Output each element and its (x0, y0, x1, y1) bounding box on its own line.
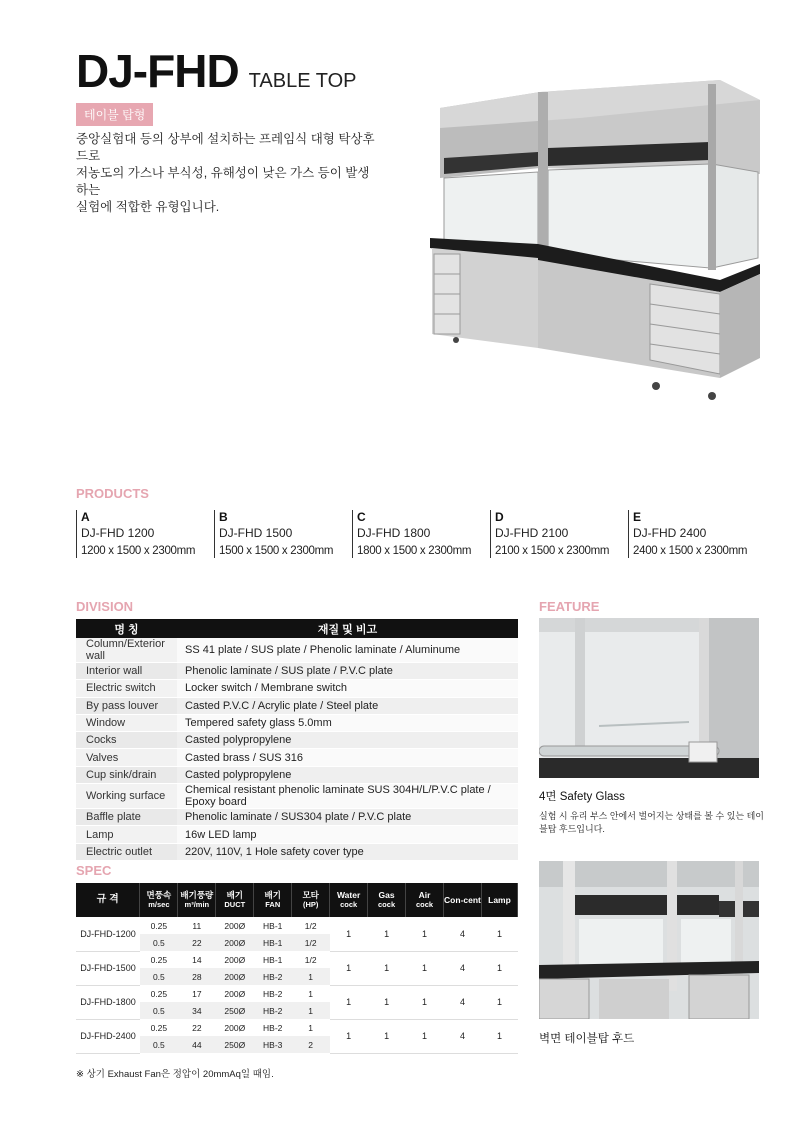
safety-glass-photo (539, 618, 759, 778)
spec-col-model: 규 격 (76, 883, 140, 917)
feature-1-label: 4면 Safety Glass (539, 791, 625, 803)
spec-gas: 1 (368, 951, 406, 985)
division-row-material: Chemical resistant phenolic laminate SUS 304H/L/P.V.C plate / Epoxy board (177, 784, 518, 809)
product-letter: A (81, 510, 90, 524)
division-row (76, 680, 518, 697)
division-row-name: Column/Exterior wall (76, 638, 177, 663)
product-dimensions: 1800 x 1500 x 2300mm (357, 545, 472, 557)
division-row-material: Casted polypropylene (177, 732, 518, 749)
division-row-name: Window (76, 714, 177, 731)
spec-col-motor: 모타 (HP) (292, 883, 330, 917)
spec-concent: 4 (444, 917, 482, 951)
spec-fan: HB-1 (254, 951, 292, 968)
feature-heading: FEATURE (539, 599, 600, 614)
product-item (214, 510, 352, 558)
spec-fan: HB-3 (254, 1036, 292, 1053)
wall-tabletop-hood-photo (539, 861, 759, 1019)
spec-gas: 1 (368, 985, 406, 1019)
division-row (76, 784, 518, 809)
spec-row (76, 951, 518, 968)
spec-row (76, 1019, 518, 1036)
spec-col-lamp: Lamp (481, 883, 517, 917)
spec-model: DJ-FHD-1800 (76, 985, 140, 1019)
spec-col-concent: Con-cent (444, 883, 482, 917)
spec-fan: HB-1 (254, 934, 292, 951)
spec-flow: 17 (178, 985, 216, 1002)
division-heading: DIVISION (76, 599, 134, 614)
product-name: DJ-FHD 2100 (495, 526, 569, 540)
spec-duct: 200Ø (216, 917, 254, 934)
division-row-material: 220V, 110V, 1 Hole safety cover type (177, 843, 518, 860)
hero-fume-hood-image (420, 78, 772, 414)
spec-flow: 28 (178, 968, 216, 985)
product-dimensions: 2100 x 1500 x 2300mm (495, 545, 610, 557)
division-col-name: 명 칭 (76, 619, 177, 638)
feature-1-description: 실험 시 유리 부스 안에서 벌어지는 상태를 볼 수 있는 테이블탑 후드입니다. (539, 811, 764, 834)
spec-gas: 1 (368, 1019, 406, 1053)
spec-note: ※ 상기 Exhaust Fan은 정압이 20mmAq일 때임. (76, 1069, 274, 1080)
product-item (76, 510, 214, 558)
products-list (76, 510, 766, 558)
spec-motor: 1/2 (292, 934, 330, 951)
type-badge: 테이블 탑형 (76, 103, 153, 126)
product-letter: E (633, 510, 642, 524)
division-row-name: Interior wall (76, 663, 177, 680)
division-row (76, 749, 518, 766)
spec-col-fan: 배기 FAN (254, 883, 292, 917)
product-item (352, 510, 490, 558)
spec-fan: HB-2 (254, 968, 292, 985)
spec-velocity: 0.5 (140, 934, 178, 951)
product-name: DJ-FHD 1800 (357, 526, 431, 540)
spec-motor: 2 (292, 1036, 330, 1053)
spec-velocity: 0.5 (140, 1036, 178, 1053)
spec-table (76, 883, 518, 1054)
product-item (628, 510, 766, 558)
division-row-material: Phenolic laminate / SUS plate / P.V.C plate (177, 663, 518, 680)
spec-concent: 4 (444, 985, 482, 1019)
product-item (490, 510, 628, 558)
spec-motor: 1/2 (292, 951, 330, 968)
division-table (76, 619, 518, 861)
product-dimensions: 2400 x 1500 x 2300mm (633, 545, 748, 557)
spec-duct: 250Ø (216, 1002, 254, 1019)
spec-water: 1 (330, 951, 368, 985)
spec-velocity: 0.25 (140, 1019, 178, 1036)
spec-model: DJ-FHD-1500 (76, 951, 140, 985)
division-row-name: By pass louver (76, 697, 177, 714)
division-row-material: Locker switch / Membrane switch (177, 680, 518, 697)
spec-motor: 1/2 (292, 917, 330, 934)
spec-velocity: 0.5 (140, 1002, 178, 1019)
feature-2-label: 벽면 테이블탑 후드 (539, 1033, 635, 1045)
division-col-material: 재질 및 비고 (177, 619, 518, 638)
spec-duct: 200Ø (216, 985, 254, 1002)
product-name: DJ-FHD 2400 (633, 526, 707, 540)
product-name: DJ-FHD 1500 (219, 526, 293, 540)
spec-col-flow: 배기풍량 m³/min (178, 883, 216, 917)
division-row-material: Phenolic laminate / SUS304 plate / P.V.C plate (177, 809, 518, 826)
spec-lamp: 1 (481, 1019, 517, 1053)
spec-motor: 1 (292, 1019, 330, 1036)
division-row-name: Electric outlet (76, 843, 177, 860)
division-row-material: Casted polypropylene (177, 766, 518, 783)
spec-motor: 1 (292, 1002, 330, 1019)
spec-motor: 1 (292, 985, 330, 1002)
spec-row (76, 917, 518, 934)
spec-velocity: 0.25 (140, 917, 178, 934)
spec-heading: SPEC (76, 863, 112, 878)
spec-flow: 22 (178, 1019, 216, 1036)
division-row-name: Valves (76, 749, 177, 766)
spec-fan: HB-2 (254, 985, 292, 1002)
division-row-material: Casted brass / SUS 316 (177, 749, 518, 766)
spec-col-gas: Gas cock (368, 883, 406, 917)
spec-water: 1 (330, 917, 368, 951)
spec-gas: 1 (368, 917, 406, 951)
spec-lamp: 1 (481, 917, 517, 951)
spec-flow: 22 (178, 934, 216, 951)
division-row (76, 714, 518, 731)
spec-row (76, 985, 518, 1002)
division-row-name: Electric switch (76, 680, 177, 697)
division-row (76, 663, 518, 680)
division-row-name: Lamp (76, 826, 177, 843)
spec-col-air: Air cock (406, 883, 444, 917)
spec-model: DJ-FHD-2400 (76, 1019, 140, 1053)
division-row-material: 16w LED lamp (177, 826, 518, 843)
spec-col-duct: 배기 DUCT (216, 883, 254, 917)
spec-flow: 44 (178, 1036, 216, 1053)
spec-duct: 250Ø (216, 1036, 254, 1053)
spec-velocity: 0.5 (140, 968, 178, 985)
page-title (76, 44, 357, 98)
spec-flow: 34 (178, 1002, 216, 1019)
product-letter: D (495, 510, 504, 524)
product-dimensions: 1500 x 1500 x 2300mm (219, 545, 334, 557)
spec-air: 1 (406, 917, 444, 951)
spec-water: 1 (330, 1019, 368, 1053)
spec-water: 1 (330, 985, 368, 1019)
spec-air: 1 (406, 985, 444, 1019)
spec-lamp: 1 (481, 985, 517, 1019)
division-row-name: Baffle plate (76, 809, 177, 826)
spec-velocity: 0.25 (140, 951, 178, 968)
division-row-name: Cocks (76, 732, 177, 749)
spec-motor: 1 (292, 968, 330, 985)
spec-col-velocity: 면풍속 m/sec (140, 883, 178, 917)
product-dimensions: 1200 x 1500 x 2300mm (81, 545, 196, 557)
spec-flow: 14 (178, 951, 216, 968)
division-row (76, 826, 518, 843)
division-row (76, 732, 518, 749)
spec-duct: 200Ø (216, 968, 254, 985)
division-row-material: Casted P.V.C / Acrylic plate / Steel plate (177, 697, 518, 714)
division-row (76, 766, 518, 783)
spec-flow: 11 (178, 917, 216, 934)
spec-lamp: 1 (481, 951, 517, 985)
model-title: DJ-FHD (76, 45, 239, 97)
division-row (76, 638, 518, 663)
products-heading: PRODUCTS (76, 486, 149, 501)
division-row-material: SS 41 plate / SUS plate / Phenolic laminate / Aluminume (177, 638, 518, 663)
spec-fan: HB-2 (254, 1019, 292, 1036)
division-row (76, 697, 518, 714)
spec-air: 1 (406, 951, 444, 985)
spec-velocity: 0.25 (140, 985, 178, 1002)
spec-duct: 200Ø (216, 934, 254, 951)
division-row-name: Working surface (76, 784, 177, 809)
spec-fan: HB-2 (254, 1002, 292, 1019)
spec-col-water: Water cock (330, 883, 368, 917)
product-letter: C (357, 510, 366, 524)
spec-air: 1 (406, 1019, 444, 1053)
product-letter: B (219, 510, 228, 524)
spec-duct: 200Ø (216, 951, 254, 968)
division-row (76, 843, 518, 860)
spec-concent: 4 (444, 951, 482, 985)
spec-model: DJ-FHD-1200 (76, 917, 140, 951)
intro-text: 중앙실험대 등의 상부에 설치하는 프레임식 대형 탁상후드로 저농도의 가스나 부식성, 유해성이 낮은 가스 등이 발생하는 실험에 적합한 유형입니다. (76, 132, 375, 214)
division-row-material: Tempered safety glass 5.0mm (177, 714, 518, 731)
spec-duct: 200Ø (216, 1019, 254, 1036)
division-row-name: Cup sink/drain (76, 766, 177, 783)
spec-concent: 4 (444, 1019, 482, 1053)
division-row (76, 809, 518, 826)
model-subtitle: TABLE TOP (248, 70, 357, 92)
spec-fan: HB-1 (254, 917, 292, 934)
product-name: DJ-FHD 1200 (81, 526, 155, 540)
